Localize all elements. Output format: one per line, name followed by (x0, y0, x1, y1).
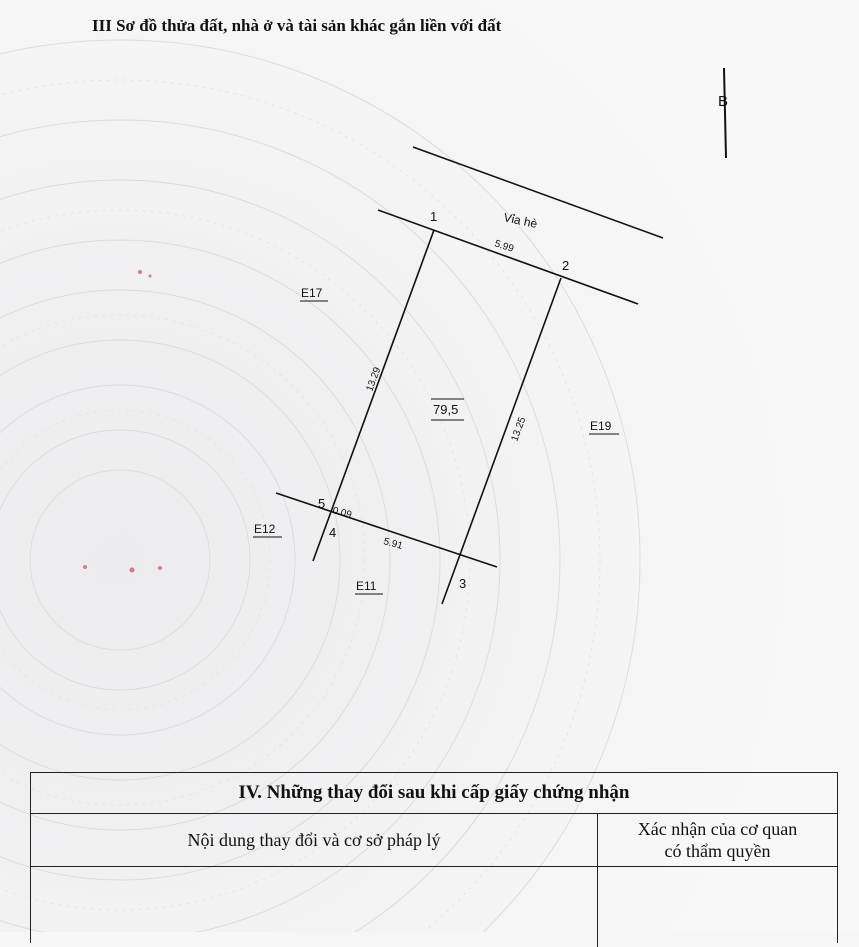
parcel-e11: E11 (356, 579, 377, 593)
point-2: 2 (562, 258, 570, 273)
parcel-e12: E12 (254, 522, 276, 536)
point-3: 3 (459, 576, 467, 591)
changes-table-body-row (31, 867, 837, 947)
edge-length-1-2: 5.99 (493, 238, 515, 255)
parcel-e19: E19 (590, 419, 612, 433)
edge-length-4-5: 0.09 (331, 505, 353, 521)
section-4-title: IV. Những thay đổi sau khi cấp giấy chứng nhận (31, 773, 837, 814)
point-1: 1 (430, 209, 438, 224)
north-arrow-icon (724, 68, 726, 158)
point-4: 4 (329, 525, 337, 540)
point-5: 5 (318, 496, 326, 511)
column-header-content: Nội dung thay đổi và cơ sở pháp lý (31, 814, 598, 866)
north-label: B (718, 93, 729, 110)
column-header-confirmation-line1: Xác nhận của cơ quan (637, 819, 798, 839)
section-3-title: III Sơ đồ thửa đất, nhà ở và tài sản khác gắn liền với đất (92, 16, 502, 35)
changes-table (30, 772, 838, 943)
changes-table-header-row (31, 814, 837, 867)
confirmation-cell (598, 867, 837, 947)
right-boundary-line (442, 278, 561, 604)
edge-length-2-3: 13.25 (509, 415, 529, 444)
column-header-confirmation-line2: có thẩm quyền (664, 841, 771, 861)
content-cell (31, 867, 598, 947)
column-header-confirmation (598, 814, 837, 866)
left-boundary-line (313, 230, 434, 561)
sidewalk-boundary-line (413, 147, 663, 238)
street-label: Vỉa hè (502, 210, 539, 232)
edge-length-3-4: 5.91 (382, 536, 404, 552)
parcel-area: 79,5 (433, 402, 459, 417)
rear-line (276, 493, 497, 567)
edge-length-5-1: 13.29 (364, 365, 384, 394)
parcel-e17: E17 (301, 286, 323, 300)
